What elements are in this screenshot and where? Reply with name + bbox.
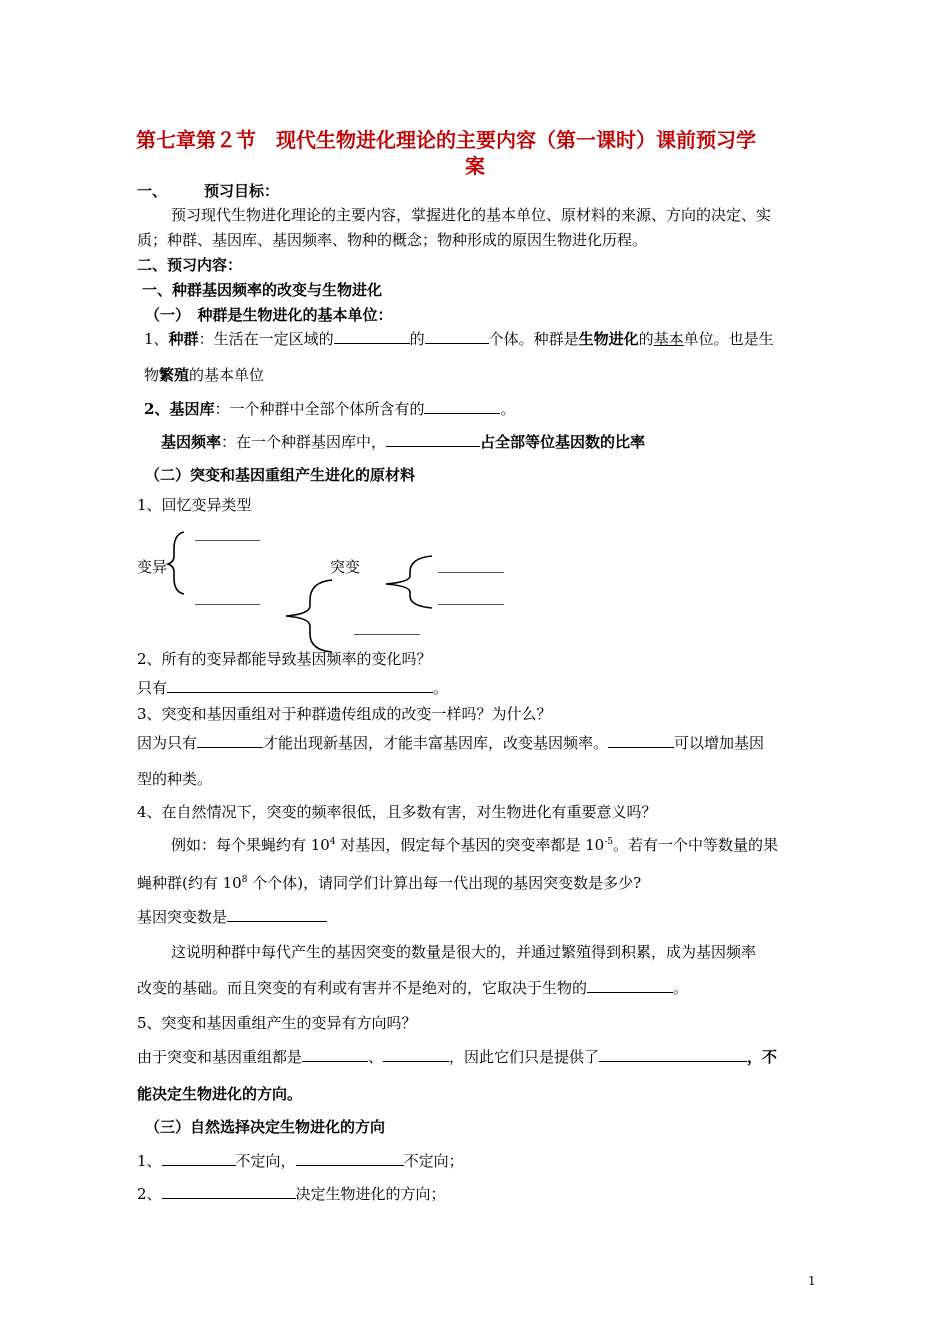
q4-para-blank[interactable] xyxy=(587,978,673,993)
sub3-q2-number: 2、 xyxy=(137,1185,162,1203)
sub3-q1-number: 1、 xyxy=(137,1152,162,1170)
page-number: 1 xyxy=(808,1274,816,1288)
q4-count-blank[interactable] xyxy=(227,907,327,922)
mutation-brace xyxy=(386,556,432,608)
q2b-answer xyxy=(137,677,448,698)
q5-text-b: ，因此它们只是提供了 xyxy=(449,1048,600,1066)
section1-para-line1: 预习现代生物进化理论的主要内容，掌握进化的基本单位、原材料的来源、方向的决定、实 xyxy=(171,206,772,224)
variation-brace xyxy=(168,532,184,594)
q3-text-c: 可以增加基因 xyxy=(674,734,765,752)
mutation-label: 突变 xyxy=(330,558,361,576)
sub1-heading: （一） 种群是生物进化的基本单位： xyxy=(145,306,393,324)
sub-blank-3[interactable] xyxy=(354,634,420,635)
q5-text-c: ，不 xyxy=(747,1048,778,1066)
sub2-heading: （二）突变和基因重组产生进化的原材料 xyxy=(145,466,416,484)
q1-term: 种群 xyxy=(168,330,199,348)
page-title-line1: 第七章第２节 现代生物进化理论的主要内容（第一课时）课前预习学 xyxy=(136,128,756,152)
sub3-q1-blank-2[interactable] xyxy=(296,1151,404,1166)
sub3-q2-blank[interactable] xyxy=(162,1184,296,1199)
q1-number: 1、 xyxy=(144,330,169,348)
section1-heading: 预习目标： xyxy=(204,182,280,200)
mutation-blank-1[interactable] xyxy=(438,572,504,573)
sub3-q2-text: 决定生物进化的方向； xyxy=(295,1185,446,1203)
q1-line2-b: 繁殖 xyxy=(159,366,190,384)
q3-answer-line1 xyxy=(137,732,764,753)
q4-para-end: 。 xyxy=(673,979,689,997)
q5-text-a: 由于突变和基因重组都是 xyxy=(137,1048,303,1066)
section1-number: 一、 xyxy=(137,182,168,200)
q4-para-text: 改变的基础。而且突变的有利或有害并不是绝对的，它取决于生物的 xyxy=(137,979,588,997)
q2b-end: 。 xyxy=(433,679,449,697)
q4-example-line1 xyxy=(171,834,778,855)
q4-example-line2 xyxy=(137,872,641,893)
sub3-q1-text-a: 不定向， xyxy=(235,1152,296,1170)
q4-question: 4、在自然情况下，突变的频率很低，且多数有害，对生物进化有重要意义吗？ xyxy=(137,803,657,821)
q1-text-e: 的 xyxy=(638,330,654,348)
q2-text: ：一个种群中全部个体所含有的 xyxy=(214,400,425,418)
q5-blank-1[interactable] xyxy=(302,1047,368,1062)
q4-para-line2 xyxy=(137,977,688,998)
freq-term: 基因频率 xyxy=(161,433,222,451)
q2b-blank[interactable] xyxy=(167,678,433,693)
q1-text-b: 的 xyxy=(409,330,425,348)
q4-ex-sup2: -5 xyxy=(604,837,613,847)
section1-para-line2: 质；种群、基因库、基因频率、物种的概念；物种形成的原因生物进化历程。 xyxy=(137,231,648,249)
variation-blank-1[interactable] xyxy=(195,540,260,541)
sub3-heading: （三）自然选择决定生物进化的方向 xyxy=(145,1118,386,1136)
q5-blank-2[interactable] xyxy=(383,1047,449,1062)
q5-question: 5、突变和基因重组产生的变异有方向吗？ xyxy=(137,1014,417,1032)
sub3-q1-text-b: 不定向； xyxy=(403,1152,464,1170)
q4-para-line1: 这说明种群中每代产生的基因突变的数量是很大的，并通过繁殖得到积累，成为基因频率 xyxy=(171,943,757,961)
q4-ex-a: 例如：每个果蝇约有 10 xyxy=(171,836,330,854)
q4-ex2-a: 蝇种群(约有 10 xyxy=(137,874,242,892)
q3-question: 3、突变和基因重组对于种群遗传组成的改变一样吗？为什么？ xyxy=(137,705,552,723)
q5-sep: 、 xyxy=(368,1048,384,1066)
q2-number: 2、 xyxy=(144,400,170,418)
q3-text-a: 因为只有 xyxy=(137,734,198,752)
q4-count-line xyxy=(137,906,327,927)
sub3-q1-blank-1[interactable] xyxy=(162,1151,236,1166)
q1-line2-c: 的基本单位 xyxy=(189,366,265,384)
q4-ex-c: 。若有一个中等数量的果 xyxy=(613,836,779,854)
q4-ex-b: 对基因，假定每个基因的突变率都是 10 xyxy=(335,836,605,854)
q1-text-f: 基本 xyxy=(653,330,684,348)
variation-question: 1、回忆变异类型 xyxy=(137,496,252,514)
q1-text-a: ：生活在一定区域的 xyxy=(198,330,334,348)
q4-ex2-sup: 8 xyxy=(241,875,248,885)
section2-heading: 二、预习内容： xyxy=(137,256,243,274)
freq-text: ：在一个种群基因库中， xyxy=(221,433,387,451)
q2-end: 。 xyxy=(500,400,516,418)
q2b-prefix: 只有 xyxy=(137,679,168,697)
variation-label: 变异 xyxy=(137,558,168,576)
q5-answer-line2: 能决定生物进化的方向。 xyxy=(137,1085,303,1103)
q4-count-label: 基因突变数是 xyxy=(137,908,228,926)
q3-blank-2[interactable] xyxy=(608,733,674,748)
q4-ex2-b: 个个体)，请同学们计算出每一代出现的基因突变数是多少? xyxy=(247,874,642,892)
q3-answer-line2: 型的种类。 xyxy=(137,770,213,788)
freq-end: 占全部等位基因数的比率 xyxy=(480,433,646,451)
q1-line2-a: 物 xyxy=(144,366,160,384)
q1-text-d: 生物进化 xyxy=(578,330,639,348)
q3-blank-1[interactable] xyxy=(197,733,263,748)
variation-blank-2[interactable] xyxy=(195,604,260,605)
page-title-line2: 案 xyxy=(465,154,485,178)
mutation-blank-2[interactable] xyxy=(438,604,504,605)
q1-text-g: 单位。也是生 xyxy=(683,330,774,348)
q5-blank-3[interactable] xyxy=(599,1047,747,1062)
q5-answer-line1 xyxy=(137,1046,777,1067)
q3-text-b: 才能出现新基因，才能丰富基因库，改变基因频率。 xyxy=(263,734,609,752)
q2b-question: 2、所有的变异都能导致基因频率的变化吗？ xyxy=(137,650,432,668)
q4-ex-sup1: 4 xyxy=(329,837,336,847)
sub3-q2 xyxy=(137,1183,446,1204)
q2-term: 基因库 xyxy=(169,400,215,418)
sub-brace-lower xyxy=(286,580,332,652)
sub3-q1 xyxy=(137,1150,464,1171)
part1-heading: 一、种群基因频率的改变与生物进化 xyxy=(142,281,383,299)
q1-text-c: 个体。种群是 xyxy=(488,330,579,348)
